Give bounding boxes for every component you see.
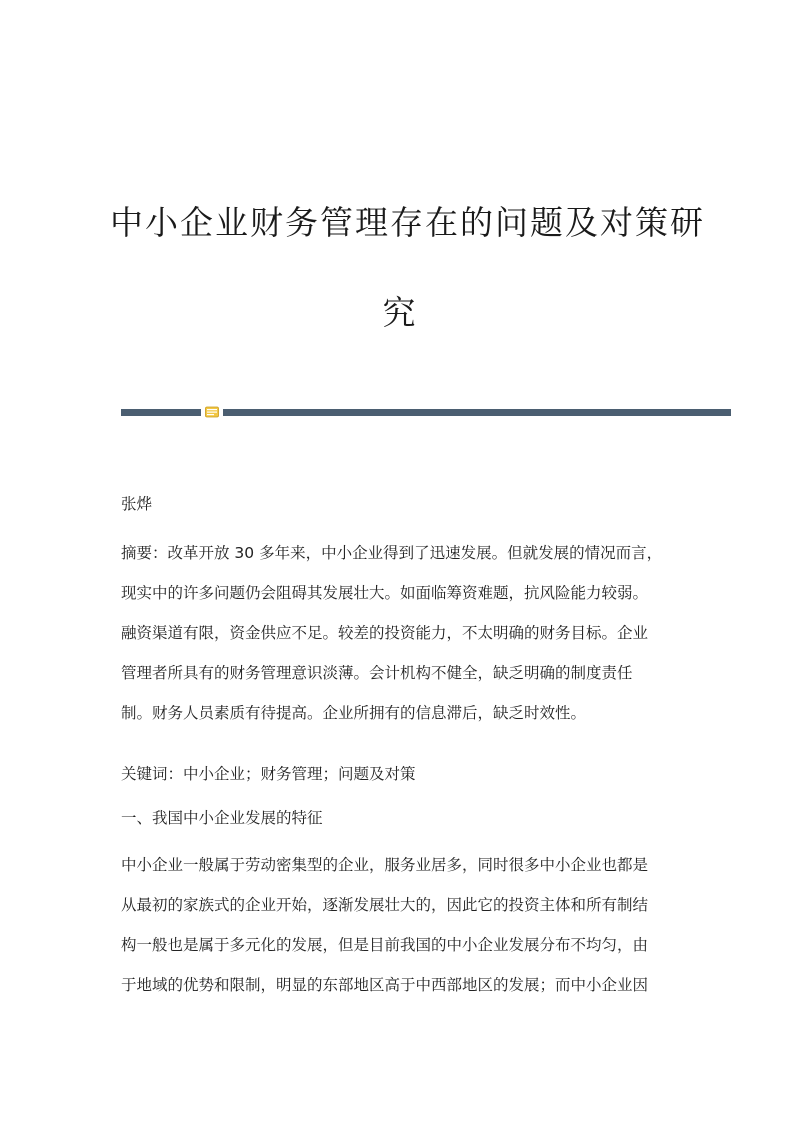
paragraph-line: 中小企业一般属于劳动密集型的企业，服务业居多，同时很多中小企业也都是 [121, 856, 649, 874]
title-line-1: 中小企业财务管理存在的问题及对策研 [110, 203, 705, 242]
section-paragraph [121, 849, 681, 1001]
paragraph-line: 从最初的家族式的企业开始，逐渐发展壮大的，因此它的投资主体和所有制结 [121, 896, 649, 914]
title-divider-right [223, 409, 731, 416]
keywords [121, 758, 681, 790]
abstract-line: 融资渠道有限，资金供应不足。较差的投资能力，不太明确的财务目标。企业 [121, 624, 649, 642]
section-heading [121, 802, 681, 834]
paragraph-line: 于地域的优势和限制，明显的东部地区高于中西部地区的发展；而中小企业因 [121, 976, 649, 994]
author-text: 张烨 [121, 495, 153, 513]
abstract-line: 管理者所具有的财务管理意识淡薄。会计机构不健全，缺乏明确的制度责任 [121, 664, 633, 682]
document-ornament-icon [205, 406, 219, 418]
document-title [110, 178, 705, 358]
title-line-2: 究 [382, 293, 418, 332]
abstract-paragraph [121, 537, 681, 729]
author-name [121, 488, 681, 520]
abstract-line: 现实中的许多问题仍会阻碍其发展壮大。如面临筹资难题，抗风险能力较弱。 [121, 584, 649, 602]
paragraph-line: 构一般也是属于多元化的发展，但是目前我国的中小企业发展分布不均匀，由 [121, 936, 649, 954]
title-divider-left [121, 409, 201, 416]
section-heading-text: 一、我国中小企业发展的特征 [121, 809, 323, 827]
keywords-text: 关键词：中小企业；财务管理；问题及对策 [121, 765, 416, 783]
abstract-line: 摘要：改革开放 30 多年来，中小企业得到了迅速发展。但就发展的情况而言， [121, 544, 663, 562]
abstract-line: 制。财务人员素质有待提高。企业所拥有的信息滞后，缺乏时效性。 [121, 704, 587, 722]
